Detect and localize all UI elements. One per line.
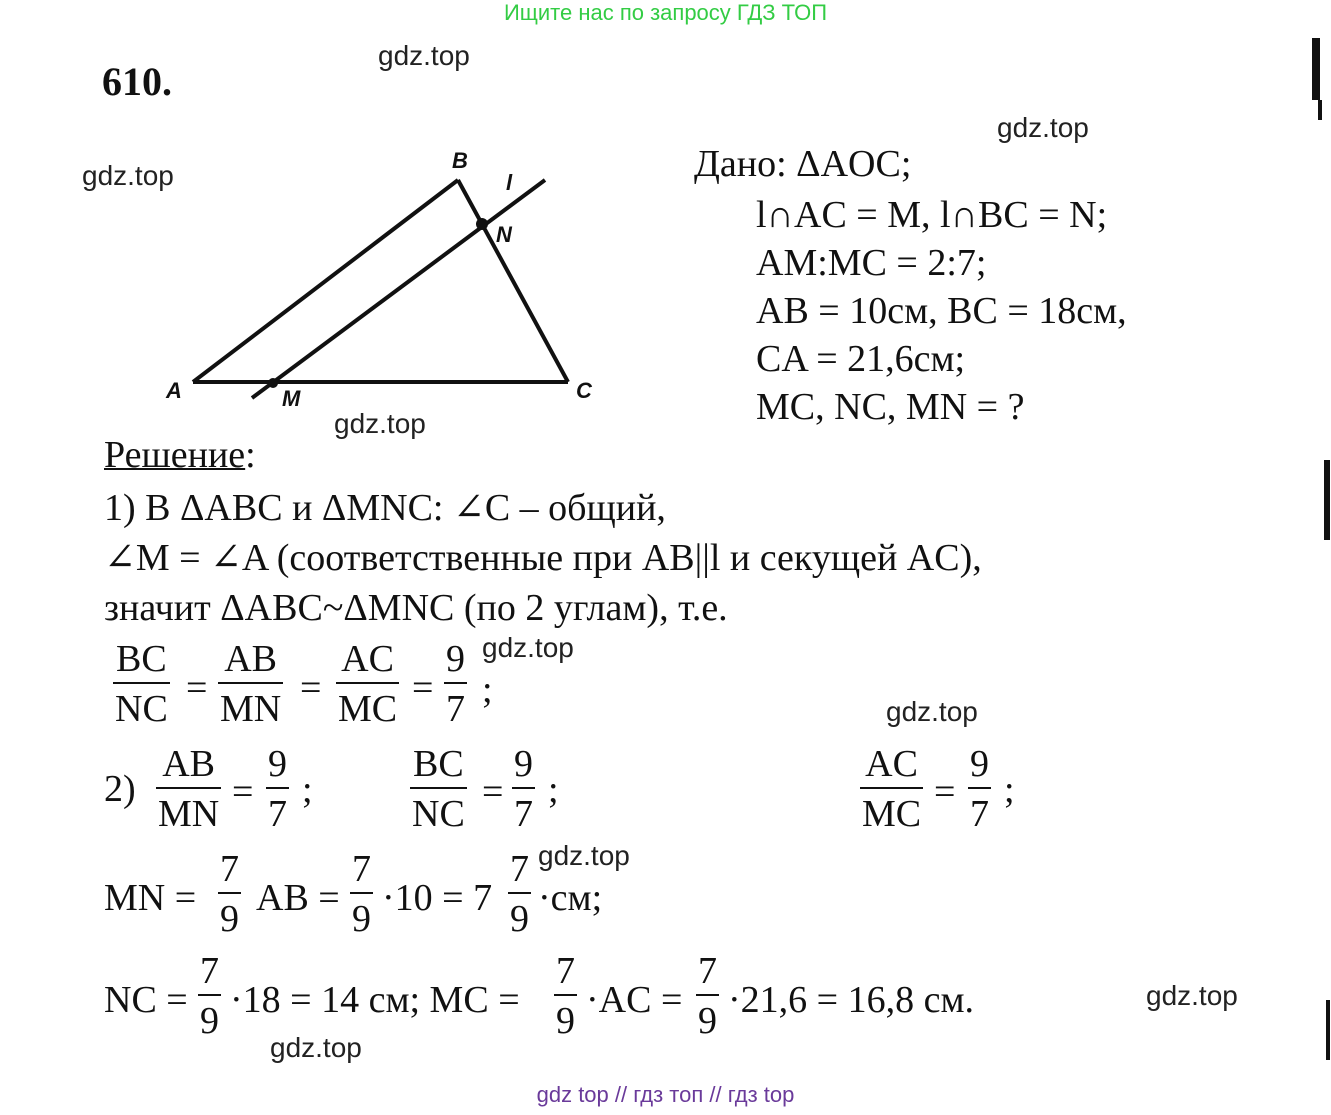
equals-sign: = bbox=[186, 667, 208, 709]
label-n: N bbox=[496, 222, 512, 247]
point-n bbox=[476, 218, 488, 230]
semicolon: ; bbox=[1004, 769, 1015, 811]
semicolon: ; bbox=[302, 769, 313, 811]
scan-edge-mark bbox=[1318, 100, 1322, 120]
solution-line: значит ΔABC~ΔMNC (по 2 углам), т.е. bbox=[104, 587, 728, 629]
segment-ab bbox=[193, 180, 458, 382]
mn-text: ·см; bbox=[538, 877, 603, 919]
scan-edge-mark bbox=[1324, 460, 1330, 540]
nc-text: ·18 = 14 см; MC = bbox=[230, 979, 520, 1021]
watermark: gdz.top bbox=[886, 696, 978, 727]
fraction: AC MC bbox=[338, 638, 398, 730]
given-line: l∩AC = M, l∩BC = N; bbox=[756, 194, 1108, 236]
watermark: gdz.top bbox=[538, 840, 630, 871]
watermark: gdz.top bbox=[378, 40, 470, 71]
fraction: 9 7 bbox=[970, 743, 989, 835]
step-number: 2) bbox=[104, 768, 136, 810]
watermark: gdz.top bbox=[82, 160, 174, 191]
nc-text: ·21,6 = 16,8 см. bbox=[728, 979, 974, 1021]
fraction: 7 9 bbox=[200, 950, 219, 1042]
watermark: gdz.top bbox=[334, 408, 426, 439]
equals-sign: = bbox=[232, 771, 254, 813]
solution-heading: Решение: bbox=[104, 434, 256, 476]
fraction: AB MN bbox=[220, 638, 282, 730]
label-l: l bbox=[506, 170, 513, 195]
equals-sign: = bbox=[934, 771, 956, 813]
fraction: 9 7 bbox=[514, 743, 533, 835]
given-line: AB = 10см, BC = 18см, bbox=[756, 290, 1127, 332]
nc-lhs: NC = bbox=[104, 979, 188, 1021]
nc-text: ·AC = bbox=[586, 979, 683, 1021]
label-a: A bbox=[166, 378, 182, 403]
given-line: CA = 21,6см; bbox=[756, 338, 966, 380]
scan-edge-mark bbox=[1312, 38, 1320, 100]
line-l bbox=[252, 180, 545, 398]
equals-sign: = bbox=[412, 667, 434, 709]
watermark: gdz.top bbox=[482, 632, 574, 663]
segment-bc bbox=[458, 180, 568, 382]
mn-text: ·10 = 7 bbox=[382, 877, 493, 919]
given-title: Дано: ΔAOC; bbox=[694, 143, 912, 185]
watermark: gdz.top bbox=[1146, 980, 1238, 1011]
fraction: 7 9 bbox=[510, 848, 529, 940]
fraction: AB MN bbox=[158, 743, 220, 835]
fraction: 9 7 bbox=[446, 638, 465, 730]
fraction: BC NC bbox=[412, 743, 465, 835]
mn-text: AB = bbox=[256, 877, 340, 919]
solution-line: 1) В ΔABC и ΔMNC: ∠C – общий, bbox=[104, 487, 666, 529]
equals-sign: = bbox=[300, 667, 322, 709]
fraction: 7 9 bbox=[220, 848, 239, 940]
fraction: BC NC bbox=[115, 638, 168, 730]
fraction: AC MC bbox=[862, 743, 922, 835]
fraction: 9 7 bbox=[268, 743, 287, 835]
mn-lhs: MN = bbox=[104, 877, 197, 919]
problem-number: 610. bbox=[102, 59, 172, 104]
scan-edge-mark bbox=[1326, 1000, 1330, 1060]
fraction: 7 9 bbox=[352, 848, 371, 940]
label-c: C bbox=[576, 378, 592, 403]
given-line: MC, NC, MN = ? bbox=[756, 386, 1025, 428]
bottom-banner: gdz top // гдз топ // гдз top bbox=[536, 1082, 795, 1107]
semicolon: ; bbox=[548, 769, 559, 811]
given-line: AM:MC = 2:7; bbox=[756, 242, 987, 284]
watermark: gdz.top bbox=[997, 112, 1089, 143]
fraction: 7 9 bbox=[698, 950, 717, 1042]
point-m bbox=[268, 378, 278, 388]
solution-line: ∠M = ∠A (соответственные при AB||l и секущей AC), bbox=[104, 537, 982, 579]
top-banner: Ищите нас по запросу ГДЗ ТОП bbox=[503, 0, 828, 25]
watermark: gdz.top bbox=[270, 1032, 362, 1063]
label-m: M bbox=[282, 386, 301, 411]
equals-sign: = bbox=[482, 771, 504, 813]
triangle-figure bbox=[0, 0, 700, 440]
label-b: B bbox=[452, 148, 468, 173]
fraction: 7 9 bbox=[556, 950, 575, 1042]
semicolon: ; bbox=[482, 669, 493, 711]
